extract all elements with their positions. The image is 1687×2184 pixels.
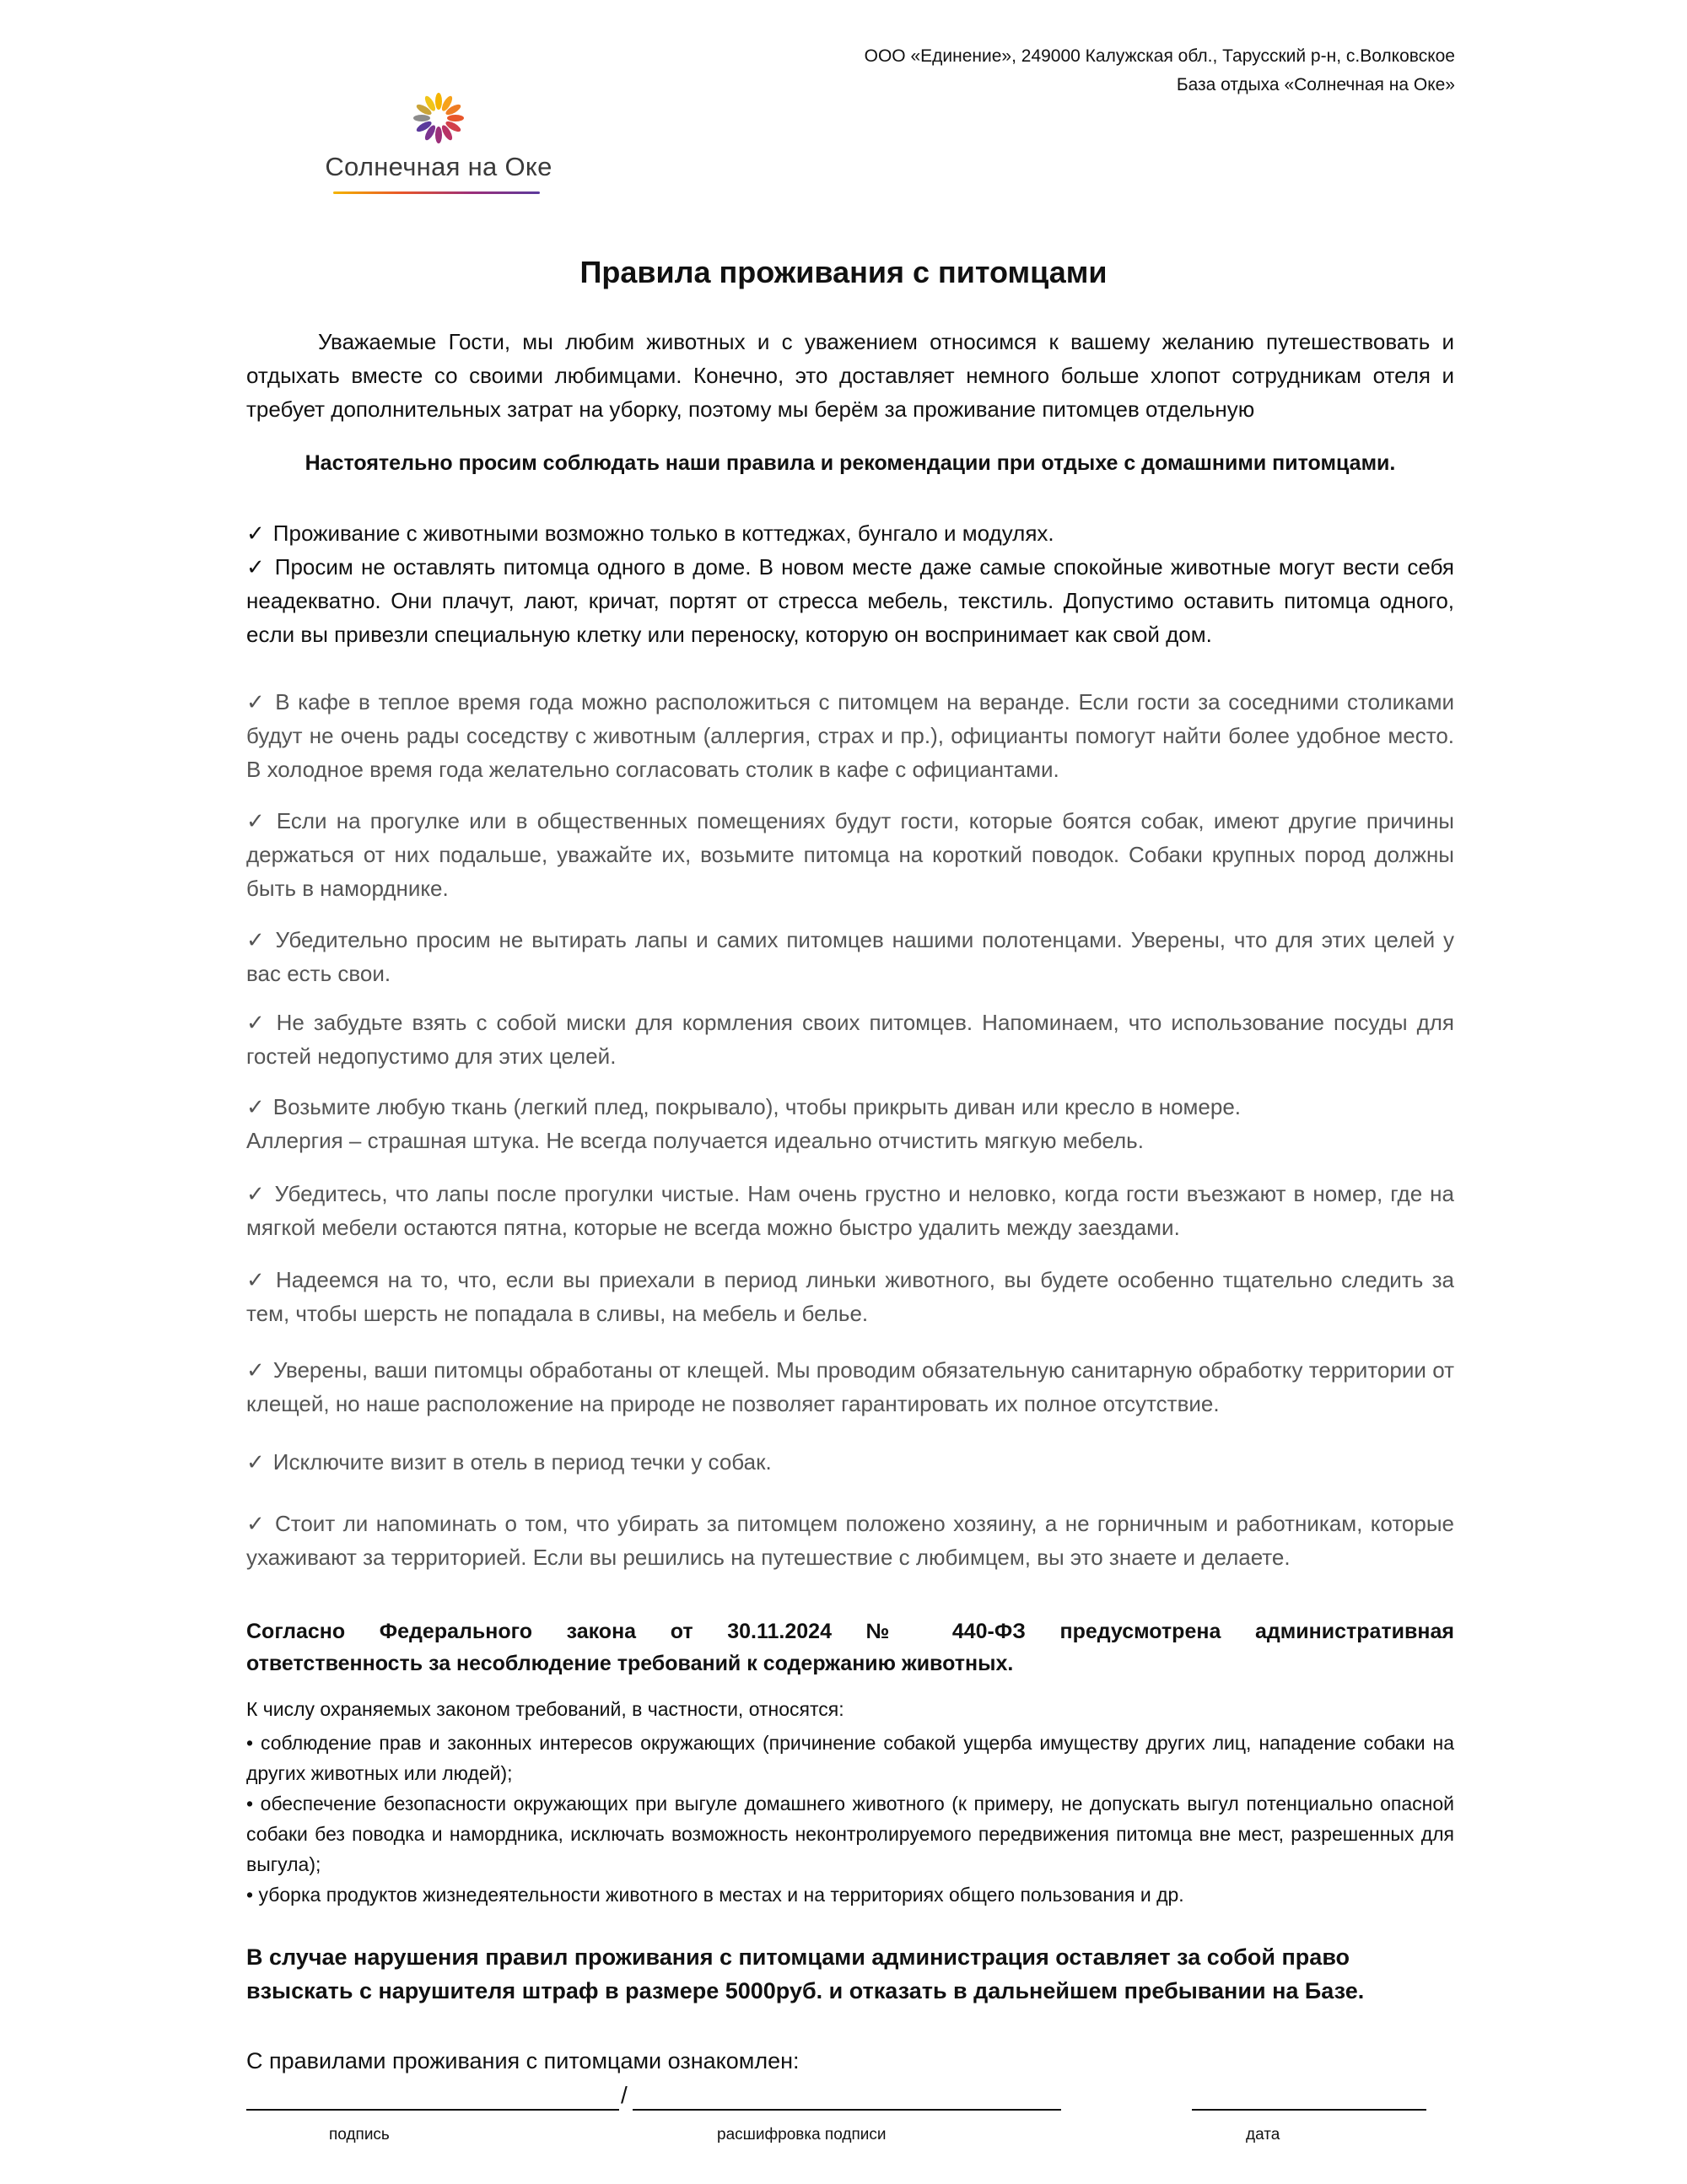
base-line: База отдыха «Солнечная на Оке»	[1176, 75, 1455, 94]
rule-item	[246, 516, 1454, 550]
rule-item	[246, 1177, 1454, 1244]
law-item: • уборка продуктов жизнедеятельности животного в местах и на территориях общего пользования и др.	[246, 1884, 1184, 1906]
law-item: • соблюдение прав и законных интересов окружающих (причинение собакой ущерба имуществу других лиц, нападение собаки на других животных или людей);	[246, 1732, 1454, 1784]
sun-logo-icon	[409, 89, 468, 148]
rule-item	[246, 804, 1454, 905]
date-line[interactable]	[1192, 2109, 1426, 2111]
rule-text: Проживание с животными возможно только в коттеджах, бунгало и модулях.	[272, 520, 1054, 546]
rule-text: Возьмите любую ткань (легкий плед, покрывало), чтобы прикрыть диван или кресло в номере.	[272, 1094, 1242, 1119]
date-label: дата	[1246, 2126, 1280, 2144]
law-heading-line: ответственность за несоблюдение требований к содержанию животных.	[246, 1652, 1014, 1675]
request-paragraph: Настоятельно просим соблюдать наши правила и рекомендации при отдыхе с домашними питомцами.	[305, 451, 1396, 475]
rule-text: Исключите визит в отель в период течки у собак.	[272, 1449, 772, 1475]
rule-text: В кафе в теплое время года можно расположиться с питомцем на веранде. Если гости за соседними столиками будут не очень рады соседству с животным (аллергия, страх и пр.), официанты помогут найти более удобное место. В холодное время года желательно согласовать столик в кафе с официантами.	[246, 689, 1455, 782]
check-icon: ✓	[246, 1010, 268, 1035]
rule-text: Убедительно просим не вытирать лапы и самих питомцев нашими полотенцами. Уверены, что для этих целей у вас есть свои.	[246, 927, 1454, 986]
rule-item	[246, 1507, 1454, 1574]
check-icon: ✓	[246, 1181, 267, 1206]
check-icon: ✓	[246, 520, 265, 546]
signature-label: подпись	[329, 2126, 390, 2144]
signature-decoding-line[interactable]	[633, 2109, 1061, 2111]
decoding-label: расшифровка подписи	[717, 2126, 887, 2144]
law-subheading: К числу охраняемых законом требований, в частности, относятся:	[246, 1698, 844, 1720]
rule-item	[246, 1445, 1454, 1479]
rule-text: Не забудьте взять с собой миски для кормления своих питомцев. Напоминаем, что использование посуды для гостей недопустимо для этих целей.	[246, 1010, 1454, 1069]
law-item: • обеспечение безопасности окружающих при выгуле домашнего животного (к примеру, не допускать выгул потенциально опасной собаки без поводка и намордника, исключать возможность неконтролируемого передвижения питомца вне мест, разрешенных для выгула);	[246, 1793, 1454, 1875]
rule-item	[246, 1353, 1454, 1421]
signature-slash: /	[621, 2082, 628, 2108]
rule-item	[246, 1090, 1454, 1157]
check-icon: ✓	[246, 554, 267, 580]
rule-text: Стоит ли напоминать о том, что убирать за питомцем положено хозяину, а не горничным и работникам, которые ухаживают за территорией. Если вы решились на путешествие с любимцем, вы это знаете и делаете.	[246, 1511, 1454, 1570]
check-icon: ✓	[246, 1449, 265, 1475]
page-title: Правила проживания с питомцами	[579, 255, 1108, 289]
logo-underline	[333, 191, 540, 194]
header-address	[865, 42, 1455, 100]
rule-item	[246, 1263, 1454, 1330]
rule-text: Уверены, ваши питомцы обработаны от клещей. Мы проводим обязательную санитарную обработку территории от клещей, но наше расположение на природе не позволяет гарантировать их полное отсутствие.	[246, 1357, 1454, 1416]
penalty-paragraph: В случае нарушения правил проживания с питомцами администрация оставляет за собой право взыскать с нарушителя штраф в размере 5000руб. и отказать в дальнейшем пребывании на Базе.	[246, 1944, 1365, 2003]
rule-item	[246, 550, 1454, 651]
acknowledgement-text: С правилами проживания с питомцами ознакомлен:	[246, 2048, 800, 2073]
logo-text: Солнечная на Оке	[325, 152, 552, 181]
rule-text-extra: Аллергия – страшная штука. Не всегда получается идеально отчистить мягкую мебель.	[246, 1128, 1144, 1153]
check-icon: ✓	[246, 689, 267, 715]
rule-text: Убедитесь, что лапы после прогулки чистые. Нам очень грустно и неловко, когда гости въезжают в номер, где на мягкой мебели остаются пятна, которые не всегда можно быстро удалить между заездами.	[246, 1181, 1454, 1240]
check-icon: ✓	[246, 1511, 267, 1536]
check-icon: ✓	[246, 808, 268, 833]
check-icon: ✓	[246, 927, 267, 952]
company-line: ООО «Единение», 249000 Калужская обл., Тарусский р-н, с.Волковское	[864, 46, 1455, 66]
rule-item	[246, 923, 1454, 990]
check-icon: ✓	[246, 1094, 265, 1119]
check-icon: ✓	[246, 1267, 267, 1292]
intro-paragraph: Уважаемые Гости, мы любим животных и с уважением относимся к вашему желанию путешествовать и отдыхать вместе со своими любимцами. Конечно, это доставляет немного больше хлопот сотрудникам отеля и требует дополнительных затрат на уборку, поэтому мы берём за проживание питомцев отдельную	[246, 329, 1454, 422]
rule-text: Если на прогулке или в общественных помещениях будут гости, которые боятся собак, имеют другие причины держаться от них подальше, уважайте их, возьмите питомца на короткий поводок. Собаки крупных пород должны быть в наморднике.	[246, 808, 1454, 901]
rule-item	[246, 685, 1454, 786]
law-heading	[246, 1615, 1454, 1680]
logo	[325, 89, 552, 198]
rule-item	[246, 1006, 1454, 1073]
rule-text: Просим не оставлять питомца одного в доме. В новом месте даже самые спокойные животные могут вести себя неадекватно. Они плачут, лают, кричат, портят от стресса мебель, текстиль. Допустимо оставить питомца одного, если вы привезли специальную клетку или переноску, которую он воспринимает как свой дом.	[246, 554, 1454, 647]
rule-text: Надеемся на то, что, если вы приехали в период линьки животного, вы будете особенно тщательно следить за тем, чтобы шерсть не попадала в сливы, на мебель и белье.	[246, 1267, 1454, 1326]
law-heading-line: Согласно Федерального закона от 30.11.2024 № 440-ФЗ предусмотрена административная	[246, 1620, 1454, 1643]
signature-line[interactable]	[246, 2109, 619, 2111]
check-icon: ✓	[246, 1357, 265, 1383]
